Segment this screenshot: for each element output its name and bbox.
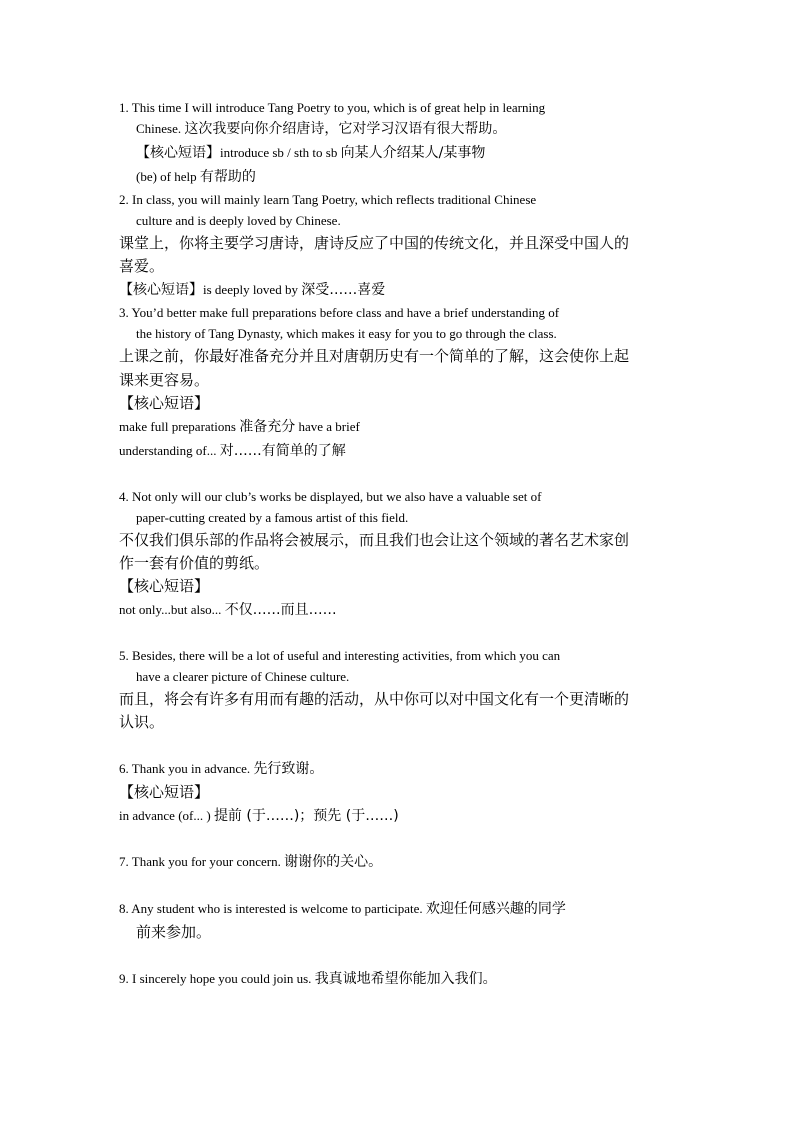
sentence-2-translation-2: 喜爱。 xyxy=(119,257,165,275)
sentence-7 xyxy=(119,855,382,869)
sentence-1-line-2 xyxy=(136,122,506,136)
phrase-english: (be) of help xyxy=(136,169,197,184)
phrase-chinese: 深受……喜爱 xyxy=(301,282,386,298)
sentence-2-line-1: 2. In class, you will mainly learn Tang Poetry, which reflects traditional Chinese xyxy=(119,192,537,207)
sentence-8-line-1 xyxy=(119,902,566,916)
sentence-8-translation: 欢迎任何感兴趣的同学 xyxy=(425,901,566,917)
key-phrase-tag: 【核心短语】 xyxy=(136,145,220,161)
sentence-8-english: 8. Any student who is interested is welcome to participate. xyxy=(119,901,423,916)
sentence-1-translation: 这次我要向你介绍唐诗，它对学习汉语有很大帮助。 xyxy=(184,121,507,137)
key-phrase-tag: 【核心短语】 xyxy=(119,577,210,595)
sentence-3-line-1: 3. You’d better make full preparations before class and have a brief understanding of xyxy=(119,305,560,320)
phrase-3-row-2 xyxy=(119,444,346,458)
phrase-english: understanding of... xyxy=(119,443,217,458)
sentence-3-translation-2: 课来更容易。 xyxy=(119,371,210,389)
sentence-7-english: 7. Thank you for your concern. xyxy=(119,854,281,869)
key-phrase-tag: 【核心短语】 xyxy=(119,783,210,801)
sentence-7-translation: 谢谢你的关心。 xyxy=(284,854,383,870)
sentence-2-line-2: culture and is deeply loved by Chinese. xyxy=(136,213,341,228)
sentence-9 xyxy=(119,972,497,986)
phrase-4-row xyxy=(119,603,337,617)
key-phrase-tag: 【核心短语】 xyxy=(119,282,203,298)
sentence-3-translation-1: 上课之前，你最好准备充分并且对唐朝历史有一个简单的了解，这会使你上起 xyxy=(119,347,630,365)
phrase-chinese: 有帮助的 xyxy=(199,169,256,185)
sentence-4-line-2: paper-cutting created by a famous artist of this field. xyxy=(136,510,409,525)
phrase-1-row-2 xyxy=(136,170,256,184)
sentence-9-english: 9. I sincerely hope you could join us. xyxy=(119,971,312,986)
phrase-chinese: 对……有简单的了解 xyxy=(219,443,346,459)
sentence-8-line-2: 前来参加。 xyxy=(136,923,212,941)
sentence-5-translation-1: 而且，将会有许多有用而有趣的活动，从中你可以对中国文化有一个更清晰的 xyxy=(119,690,630,708)
phrase-chinese: 准备充分 xyxy=(239,419,296,435)
sentence-1-english-end: Chinese. xyxy=(136,121,182,136)
key-phrase-tag: 【核心短语】 xyxy=(119,394,210,412)
phrase-english: in advance (of... ) xyxy=(119,808,211,823)
sentence-6 xyxy=(119,762,323,776)
phrase-english: have a brief xyxy=(298,419,360,434)
phrase-3-row-1 xyxy=(119,420,360,434)
sentence-9-translation: 我真诚地希望你能加入我们。 xyxy=(314,971,497,987)
phrase-english: is deeply loved by xyxy=(203,282,298,297)
sentence-5-line-1: 5. Besides, there will be a lot of useful and interesting activities, from which you can xyxy=(119,648,561,663)
phrase-english: introduce sb / sth to sb xyxy=(220,145,338,160)
phrase-6-row xyxy=(119,809,399,823)
sentence-5-line-2: have a clearer picture of Chinese culture. xyxy=(136,669,350,684)
phrase-2-row xyxy=(119,283,385,297)
phrase-english: make full preparations xyxy=(119,419,236,434)
phrase-chinese: 提前 (于……)；预先 (于……) xyxy=(213,808,399,824)
sentence-6-english: 6. Thank you in advance. xyxy=(119,761,251,776)
sentence-2-translation-1: 课堂上，你将主要学习唐诗，唐诗反应了中国的传统文化，并且深受中国人的 xyxy=(119,234,630,252)
phrase-chinese: 向某人介绍某人/某事物 xyxy=(340,145,486,161)
sentence-5-translation-2: 认识。 xyxy=(119,713,165,731)
sentence-4-translation-1: 不仅我们俱乐部的作品将会被展示，而且我们也会让这个领域的著名艺术家创 xyxy=(119,531,630,549)
phrase-english: not only...but also... xyxy=(119,602,222,617)
sentence-4-line-1: 4. Not only will our club’s works be displayed, but we also have a valuable set of xyxy=(119,489,542,504)
sentence-1-line-1: 1. This time I will introduce Tang Poetry to you, which is of great help in learning xyxy=(119,100,546,115)
sentence-4-translation-2: 作一套有价值的剪纸。 xyxy=(119,554,270,572)
phrase-1-row-1 xyxy=(136,146,485,160)
sentence-6-translation: 先行致谢。 xyxy=(253,761,324,777)
phrase-chinese: 不仅……而且…… xyxy=(224,602,337,618)
sentence-3-line-2: the history of Tang Dynasty, which makes it easy for you to go through the class. xyxy=(136,326,557,341)
